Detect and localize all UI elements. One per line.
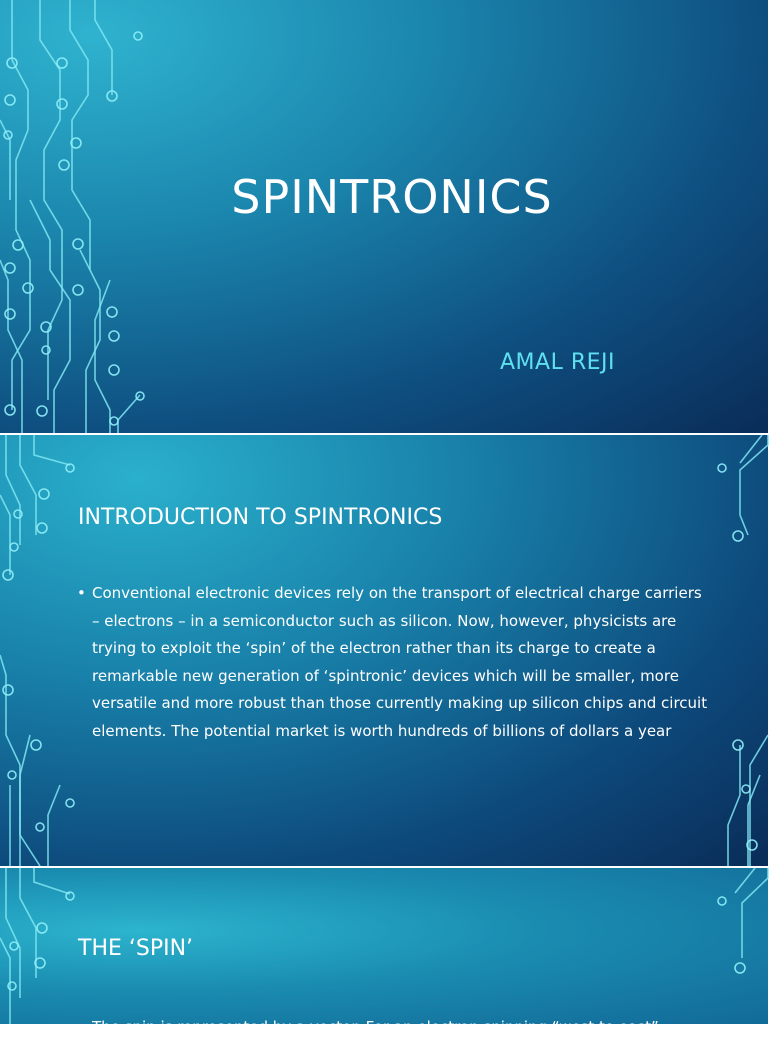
bullet-text: • The spin is represented by a vector. For an electron spinning “west to east” (78, 1014, 712, 1042)
bullet-text: • Conventional electronic devices rely on the transport of electrical charge carriers – electrons – in a semiconductor such as silicon. Now, however, physicists are trying to exploit the ‘spin’ of the electron rather than its charge to create a remarkable new generation of ‘spintronic’ devices which will be smaller, more versatile and more robust than those currently making up silicon chips and circuit elements. The potential market is worth hundreds of billions of dollars a year (78, 580, 712, 745)
intro-slide (0, 435, 768, 866)
slide-heading: THE ‘SPIN’ (78, 936, 194, 961)
spin-slide (0, 868, 768, 1036)
author-name: AMAL REJI (500, 350, 615, 375)
slide-heading: INTRODUCTION TO SPINTRONICS (78, 505, 443, 530)
title-slide (0, 0, 768, 433)
presentation-title: SPINTRONICS (231, 170, 553, 224)
